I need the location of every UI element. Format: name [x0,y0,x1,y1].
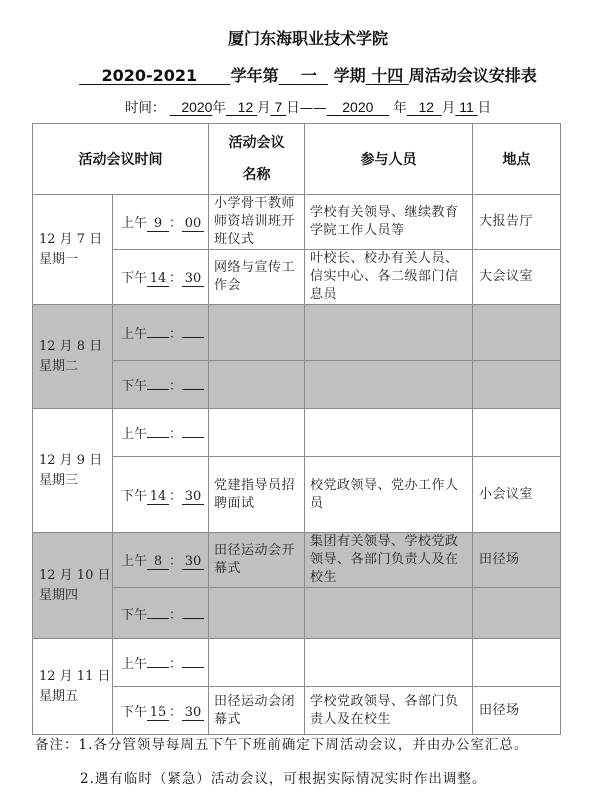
location-cell: 田径场 [473,533,561,588]
semester-label: 学期 [333,66,366,85]
col-header-time: 活动会议时间 [33,124,209,195]
time-slot-cell [113,195,209,250]
day-weekday: 星期四 [39,587,79,603]
time-slot-cell [113,409,209,457]
slot-hour-field[interactable] [147,389,169,390]
table-row [33,409,561,457]
month-char-2: 月 [441,100,456,116]
note-line-2: 2.遇有临时（紧急）活动会议，可根据实际情况实时作出调整。 [80,771,487,787]
table-row [33,361,561,409]
schedule-period [0,96,616,119]
week-value: 十四 [371,66,404,85]
participants-cell: 校党政领导、党办工作人员 [305,457,473,533]
semester-field [279,66,328,85]
day-cell [33,195,113,305]
time-slot-cell [113,533,209,588]
time-slot-cell [113,250,209,305]
event-name-cell [209,588,305,639]
participants-cell [305,305,473,361]
start-month-field [226,99,257,115]
start-day-field [271,99,287,115]
start-year-value: 2020 [181,99,213,115]
event-name-cell: 党建指导员招聘面试 [209,457,305,533]
day-date: 12 月 10 日 [39,567,111,583]
event-name-cell: 网络与宣传工作会 [209,250,305,305]
table-row [33,687,561,735]
col-header-location: 地点 [473,124,561,195]
slot-minute-field[interactable] [182,618,204,619]
year-char: 年 [212,100,226,116]
slot-minute-field[interactable] [182,667,204,668]
table-row [33,305,561,361]
table-header-row [33,124,561,195]
table-row [33,250,561,305]
week-field [366,66,409,85]
slot-hour-field[interactable]: 15 [147,705,169,721]
slot-hour-field[interactable]: 14 [147,489,169,505]
end-month-value: 12 [418,99,435,115]
time-separator: ： [169,271,183,286]
time-slot-cell [113,687,209,735]
academic-year-value: 2020-2021 [101,66,198,85]
subtitle-tail: 周活动会议安排表 [408,66,537,85]
month-char: 月 [257,100,271,116]
event-name-cell [209,409,305,457]
slot-hour-field[interactable] [147,667,169,668]
start-year-field [170,99,213,115]
event-name-cell [209,639,305,687]
participants-cell: 学校有关领导、继续教育学院工作人员等 [305,195,473,250]
day-char-2: 日 [477,100,492,116]
year-label: 学年第 [230,66,279,85]
institution-title: 厦门东海职业技术学院 [227,29,388,48]
participants-cell: 学校党政领导、各部门负责人及在校生 [305,687,473,735]
col-header-name-line2: 名称 [242,167,271,183]
day-weekday: 星期三 [39,472,79,488]
participants-cell [305,409,473,457]
end-year-value: 2020 [342,99,374,115]
participants-cell: 集团有关领导、学校党政领导、各部门负责人及在校生 [305,533,473,588]
slot-minute-field[interactable] [182,337,204,338]
time-slot-cell [113,361,209,409]
slot-period: 上午 [121,427,148,442]
day-weekday: 星期一 [39,251,79,267]
slot-hour-field[interactable]: 14 [147,271,169,287]
day-date: 12 月 9 日 [39,452,103,468]
location-cell: 大报告厅 [473,195,561,250]
day-cell [33,533,113,639]
col-header-name-line1: 活动会议 [228,135,285,151]
slot-period: 下午 [121,704,148,720]
slot-period: 下午 [121,271,148,286]
slot-minute-field[interactable]: 30 [182,554,204,570]
slot-minute-field[interactable] [182,389,204,390]
slot-minute-field[interactable] [182,437,204,438]
time-separator: ： [169,657,183,672]
time-separator: ： [169,704,183,720]
slot-minute-field[interactable]: 00 [182,216,204,232]
day-weekday: 星期二 [39,358,79,374]
table-row [33,639,561,687]
slot-period: 下午 [121,379,148,394]
end-day-field [455,99,477,115]
slot-period: 下午 [121,488,148,504]
start-day-value: 7 [274,99,283,115]
period-label: 时间： [124,100,166,116]
academic-year-field [79,66,230,85]
slot-minute-field[interactable]: 30 [182,705,204,721]
location-cell [473,409,561,457]
time-slot-cell [113,457,209,533]
day-date: 12 月 11 日 [39,668,111,684]
location-cell: 大会议室 [473,250,561,305]
event-name-cell [209,305,305,361]
location-cell: 小会议室 [473,457,561,533]
end-month-field [407,99,442,115]
table-row [33,195,561,250]
event-name-cell: 田径运动会开幕式 [209,533,305,588]
participants-cell [305,361,473,409]
event-name-cell: 田径运动会闭幕式 [209,687,305,735]
time-slot-cell [113,639,209,687]
slot-hour-field[interactable]: 9 [147,216,169,232]
slot-hour-field[interactable] [147,618,169,619]
slot-period: 上午 [121,554,148,569]
slot-hour-field[interactable] [147,437,169,438]
day-char: 日 [286,100,300,116]
range-dash: —— [299,100,327,116]
time-separator: ： [169,488,183,504]
participants-cell [305,588,473,639]
col-header-participants: 参与人员 [305,124,473,195]
schedule-table [32,123,561,735]
event-name-cell: 小学骨干教师师资培训班开班仪式 [209,195,305,250]
slot-period: 上午 [121,657,148,672]
time-separator: ： [169,607,183,623]
time-separator: ： [169,379,183,394]
note-line-1: 备注：1.各分管领导每周五下午下班前确定下周活动会议，并由办公室汇总。 [35,737,529,753]
start-month-value: 12 [237,99,254,115]
slot-hour-field[interactable]: 8 [147,554,169,570]
slot-minute-field[interactable]: 30 [182,271,204,287]
event-name-cell [209,361,305,409]
end-year-field [327,99,389,115]
slot-period: 上午 [121,327,148,342]
day-date: 12 月 8 日 [39,338,103,354]
time-separator: ： [169,554,183,569]
location-cell: 田径场 [473,687,561,735]
slot-minute-field[interactable]: 30 [182,489,204,505]
location-cell [473,361,561,409]
semester-value: 一 [300,66,317,85]
end-day-value: 11 [459,99,474,115]
day-cell [33,305,113,409]
location-cell [473,305,561,361]
table-row [33,457,561,533]
time-slot-cell [113,588,209,639]
day-cell [33,639,113,735]
table-row [33,533,561,588]
day-cell [33,409,113,533]
year-char-2: 年 [393,100,407,116]
day-date: 12 月 7 日 [39,231,103,247]
slot-period: 下午 [121,607,148,623]
time-separator: ： [169,327,183,342]
location-cell [473,588,561,639]
schedule-subtitle [0,64,616,88]
participants-cell: 叶校长、校办有关人员、信实中心、各二级部门信息员 [305,250,473,305]
time-slot-cell [113,305,209,361]
time-separator: ： [169,427,183,442]
col-header-name [209,124,305,195]
schedule-body [33,195,561,735]
location-cell [473,639,561,687]
slot-period: 上午 [121,216,148,231]
participants-cell [305,639,473,687]
slot-hour-field[interactable] [147,337,169,338]
day-weekday: 星期五 [39,688,79,704]
table-row [33,588,561,639]
time-separator: ： [169,216,183,231]
